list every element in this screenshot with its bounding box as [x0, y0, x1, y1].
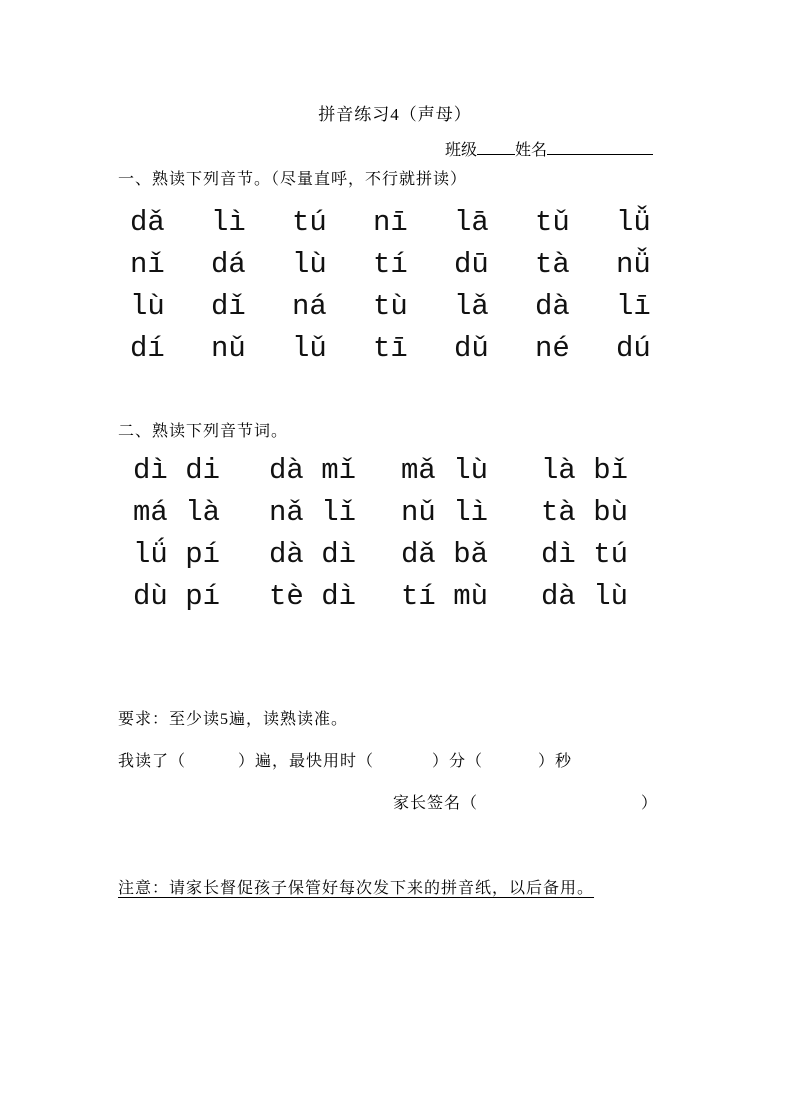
pinyin-syllable: tú	[292, 206, 327, 239]
pinyin-syllable: ná	[292, 290, 327, 323]
pinyin-syllable: né	[535, 332, 570, 365]
pinyin-syllable: dū	[454, 248, 489, 281]
parent-signature-line	[393, 790, 658, 813]
fill-in-blank	[483, 765, 538, 766]
word-row	[133, 450, 628, 492]
pinyin-word: dǎ bǎ	[401, 538, 489, 571]
page-title: 拼音练习4（声母）	[318, 105, 472, 124]
pinyin-syllable: dá	[211, 248, 246, 281]
signature-blank	[478, 807, 641, 808]
fill-in-blank	[374, 765, 432, 766]
pinyin-syllable: nǔ	[211, 332, 246, 365]
word-row	[133, 534, 628, 576]
pinyin-word: dà mǐ	[269, 454, 357, 487]
pinyin-word: má là	[133, 496, 221, 529]
read-segment: ）遍，最快用时（	[238, 753, 375, 770]
syllable-row	[130, 328, 651, 370]
pinyin-syllable: lǔ	[292, 332, 327, 365]
syllable-row	[130, 244, 651, 286]
fill-in-blank	[186, 765, 238, 766]
class-name-line	[445, 137, 653, 160]
pinyin-word: tè dì	[269, 580, 357, 613]
signature-close-paren: ）	[641, 795, 659, 812]
pinyin-syllable: tǔ	[535, 206, 570, 239]
word-row	[133, 576, 628, 618]
pinyin-syllable: lǎ	[454, 290, 489, 323]
pinyin-word: tà bù	[541, 496, 629, 529]
pinyin-syllable: tù	[373, 290, 408, 323]
pinyin-syllable: dǔ	[454, 332, 489, 365]
signature-label: 家长签名（	[393, 795, 479, 812]
syllable-row	[130, 286, 651, 328]
name-blank-line	[547, 139, 653, 155]
pinyin-syllable: nǐ	[130, 248, 165, 281]
word-row	[133, 492, 628, 534]
pinyin-word: dì di	[133, 454, 221, 487]
pinyin-word: lǘ pí	[133, 538, 221, 571]
name-label: 姓名	[515, 142, 548, 159]
section1-syllable-grid	[130, 202, 651, 370]
section2-word-grid	[133, 450, 628, 618]
pinyin-word: dà dì	[269, 538, 357, 571]
section1-heading: 一、熟读下列音节。（尽量直呼，不行就拼读）	[118, 171, 468, 188]
pinyin-syllable: tà	[535, 248, 570, 281]
pinyin-word: dà lù	[541, 580, 629, 613]
pinyin-syllable: lù	[130, 290, 165, 323]
pinyin-syllable: dà	[535, 290, 570, 323]
pinyin-word: nǎ lǐ	[269, 496, 357, 529]
pinyin-word: nǔ lì	[401, 496, 489, 529]
pinyin-syllable: nī	[373, 206, 408, 239]
read-segment: ）秒	[538, 753, 573, 770]
read-count-line	[118, 748, 572, 771]
pinyin-syllable: dú	[616, 332, 651, 365]
pinyin-syllable: dí	[130, 332, 165, 365]
pinyin-syllable: tí	[373, 248, 408, 281]
pinyin-syllable: lù	[292, 248, 327, 281]
class-label: 班级	[445, 142, 478, 159]
pinyin-syllable: nǚ	[616, 248, 651, 281]
pinyin-word: dì tú	[541, 538, 629, 571]
pinyin-syllable: lì	[211, 206, 246, 239]
read-segment: ）分（	[432, 753, 484, 770]
pinyin-syllable: lǚ	[616, 206, 651, 239]
requirement-text: 要求：至少读5遍，读熟读准。	[118, 711, 349, 728]
notice-text: 注意：请家长督促孩子保管好每次发下来的拼音纸，以后备用。	[118, 880, 595, 897]
pinyin-syllable: dǎ	[130, 206, 165, 239]
read-segment: 我读了（	[118, 753, 187, 770]
class-blank-line	[477, 139, 515, 155]
section2-heading: 二、熟读下列音节词。	[118, 423, 289, 440]
pinyin-word: tí mù	[401, 580, 489, 613]
pinyin-word: mǎ lù	[401, 454, 489, 487]
syllable-row	[130, 202, 651, 244]
pinyin-word: dù pí	[133, 580, 221, 613]
pinyin-word: là bǐ	[541, 454, 629, 487]
pinyin-syllable: dǐ	[211, 290, 246, 323]
pinyin-syllable: lā	[454, 206, 489, 239]
pinyin-syllable: lī	[616, 290, 651, 323]
pinyin-syllable: tī	[373, 332, 408, 365]
